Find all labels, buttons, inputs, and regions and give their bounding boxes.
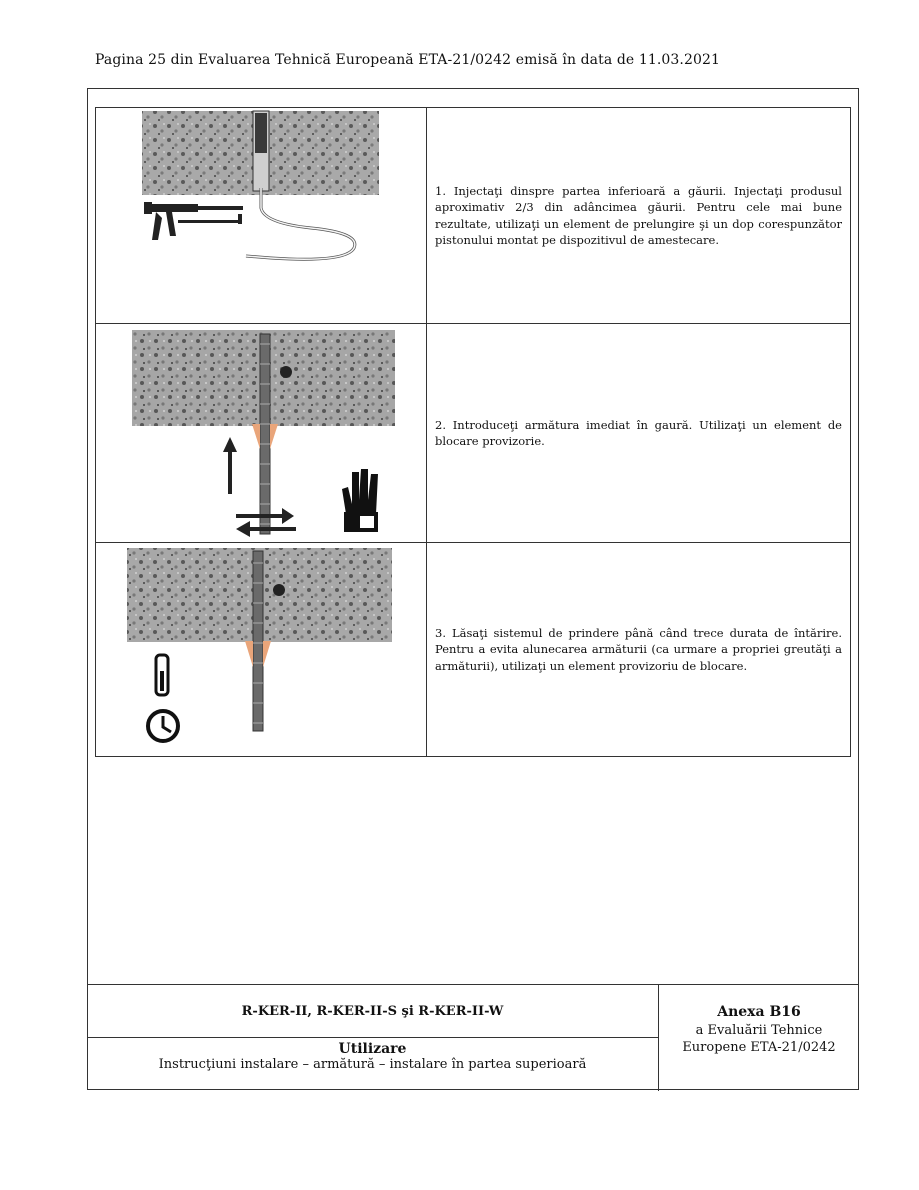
- annex-line-2: a Evaluării Tehnice: [695, 1022, 823, 1038]
- step-1-illustration: [96, 108, 426, 323]
- section-subtitle: Instrucţiuni instalare – armătură – instalare în partea superioară: [158, 1057, 587, 1072]
- annex-block: [659, 985, 859, 1091]
- annex-title: Anexa B16: [717, 1004, 801, 1020]
- step-row-3: [96, 543, 851, 757]
- step-1-text: 1. Injectaţi dinspre partea inferioară a găurii. Injectaţi produsul aproximativ 2/3 din adâncimea găurii. Pentru cele mai bune rezultate, utilizaţi un element de prelungire şi un dop corespunzător pistonului montat pe dispozitivul de amestecare.: [427, 108, 851, 324]
- footer-left: [87, 985, 659, 1091]
- section-block: [87, 1038, 658, 1091]
- dispenser-gun-icon: [144, 202, 243, 240]
- step-3-illustration: [96, 543, 426, 756]
- clip-icon: [280, 366, 292, 378]
- clip-icon: [273, 584, 285, 596]
- product-name: R-KER-II, R-KER-II-S şi R-KER-II-W: [87, 985, 658, 1038]
- installation-steps-table: [95, 107, 851, 757]
- step-2-text: 2. Introduceţi armătura imediat în gaură. Utilizaţi un element de blocare provizorie.: [427, 324, 851, 543]
- rebar: [253, 551, 263, 731]
- mixer-hose: [246, 188, 355, 259]
- step-1-illustration-cell: [96, 108, 427, 324]
- annex-line-3: Europene ETA-21/0242: [682, 1040, 836, 1056]
- thermometer-icon: [156, 655, 168, 695]
- fixing-wedge: [252, 424, 260, 449]
- fixing-wedge: [245, 641, 253, 667]
- page-header: Pagina 25 din Evaluarea Tehnică Europeană ETA-21/0242 emisă în data de 11.03.2021: [95, 52, 720, 68]
- step-2-illustration: [96, 324, 426, 542]
- step-2-illustration-cell: [96, 324, 427, 543]
- injected-mortar: [255, 113, 267, 153]
- step-3-illustration-cell: [96, 543, 427, 757]
- step-row-1: [96, 108, 851, 324]
- glove-icon: [342, 469, 378, 532]
- arrow-up-icon: [223, 437, 237, 494]
- step-row-2: [96, 324, 851, 543]
- step-3-text: 3. Lăsaţi sistemul de prindere până când trece durata de întărire. Pentru a evita alunecarea armăturii (ca urmare a propriei greutăţi a armăturii), utilizaţi un element provizoriu de blocare.: [427, 543, 851, 757]
- document-footer: [87, 984, 859, 1091]
- clock-icon: [148, 711, 178, 741]
- section-title: Utilizare: [338, 1041, 407, 1057]
